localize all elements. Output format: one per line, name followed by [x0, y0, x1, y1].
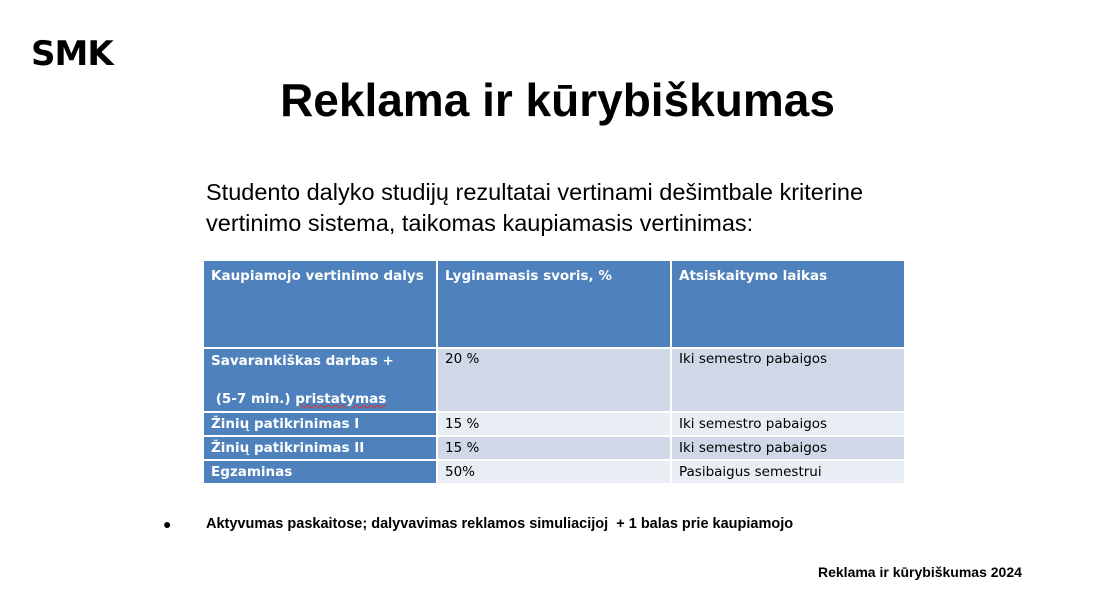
time-cell: Iki semestro pabaigos: [672, 437, 904, 459]
weight-cell: 15 %: [438, 437, 670, 459]
part-cell: [204, 349, 436, 411]
bullet-icon: ●: [163, 516, 172, 532]
part-line: Savarankiškas darbas +: [211, 353, 394, 369]
part-cell: Žinių patikrinimas I: [204, 413, 436, 435]
slide-title: Reklama ir kūrybiškumas: [280, 74, 835, 126]
grading-table: [202, 259, 906, 485]
part-cell: Egzaminas: [204, 461, 436, 483]
slide-footer: Reklama ir kūrybiškumas 2024: [818, 564, 1022, 580]
spellcheck-word: pristatymas: [295, 391, 387, 407]
header-cell: Kaupiamojo vertinimo dalys: [204, 261, 436, 347]
table-header-row: [204, 261, 904, 347]
weight-cell: 50%: [438, 461, 670, 483]
time-cell: Iki semestro pabaigos: [672, 349, 904, 411]
part-cell: Žinių patikrinimas II: [204, 437, 436, 459]
table-row: [204, 349, 904, 411]
part-text: (5-7 min.): [211, 391, 296, 407]
weight-cell: 20 %: [438, 349, 670, 411]
table-row: [204, 461, 904, 483]
table-row: [204, 413, 904, 435]
header-cell: Lyginamasis svoris, %: [438, 261, 670, 347]
time-cell: Pasibaigus semestrui: [672, 461, 904, 483]
intro-text: Studento dalyko studijų rezultatai vertinami dešimtbale kriterine vertinimo sistema, taikomas kaupiamasis vertinimas:: [206, 179, 864, 236]
header-cell: Atsiskaitymo laikas: [672, 261, 904, 347]
smk-logo: SMK: [31, 34, 113, 74]
time-cell: Iki semestro pabaigos: [672, 413, 904, 435]
weight-cell: 15 %: [438, 413, 670, 435]
part-line: [211, 389, 429, 409]
bullet-text: Aktyvumas paskaitose; dalyvavimas reklamos simuliacijoj + 1 balas prie kaupiamojo: [206, 516, 794, 532]
table-row: [204, 437, 904, 459]
